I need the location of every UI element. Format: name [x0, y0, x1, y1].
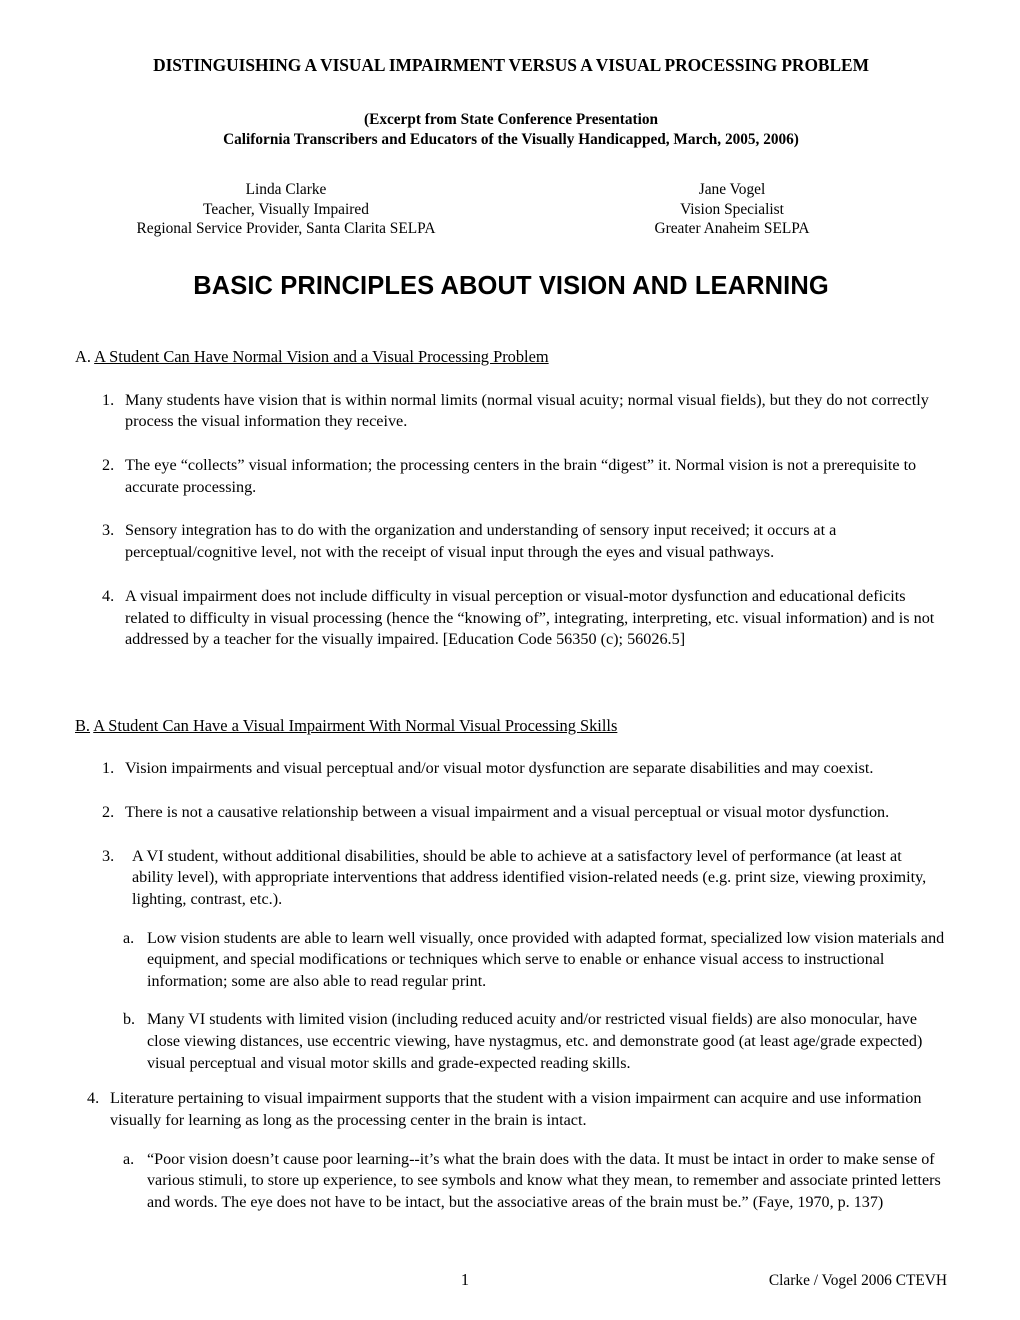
- item-text: The eye “collects” visual information; the processing centers in the brain “digest” it. Normal vision is not a prerequisite to accurate processing.: [125, 455, 917, 496]
- section-b-list: [75, 758, 947, 1213]
- author-right: [511, 180, 947, 238]
- list-item: [102, 758, 947, 780]
- document-content: [75, 55, 947, 1213]
- list-item: [102, 455, 947, 498]
- author-left-name: Linda Clarke: [245, 181, 327, 199]
- section-b-marker: B.: [75, 715, 91, 735]
- section-a-list: [75, 390, 947, 651]
- subitem-marker: a.: [123, 1150, 135, 1168]
- footer-credit: Clarke / Vogel 2006 CTEVH: [768, 1272, 947, 1289]
- page-footer: [75, 1270, 947, 1298]
- item-text: A VI student, without additional disabilities, should be able to achieve at a satisfactory level of performance (at least at ability level), with appropriate interventions that address identified vision-related needs (e.g. print size, viewing proximity, lighting, contrast, etc.).: [132, 846, 927, 909]
- item-marker: 3.: [102, 521, 115, 540]
- list-item: [102, 802, 947, 824]
- author-right-title: Vision Specialist: [680, 200, 784, 218]
- subitem-text: “Poor vision doesn’t cause poor learning--it’s what the brain does with the data. It must be intact in order to make sense of various stimuli, to store up experience, to see symbols and know what they mean, to remember and associate printed letters and words. The eye does not have to be intact, but the associative areas of the brain must be.” (Faye, 1970, p. 137): [147, 1150, 941, 1211]
- excerpt-subtitle: [75, 110, 947, 151]
- excerpt-line-2: California Transcribers and Educators of the Visually Handicapped, March, 2005, 2006): [223, 131, 799, 149]
- author-right-affiliation: Greater Anaheim SELPA: [654, 220, 810, 238]
- item-text: Many students have vision that is within normal limits (normal visual acuity; normal visual fields), but they do not correctly process the visual information they receive.: [125, 390, 929, 431]
- sub-list-item: [123, 1149, 947, 1214]
- item-text: There is not a causative relationship between a visual impairment and a visual perceptual or visual motor dysfunction.: [125, 802, 890, 821]
- subitem-text: Low vision students are able to learn well visually, once provided with adapted format, specialized low vision materials and equipment, and special modifications or techniques which serve to enable or enhance visual access to instructional information; some are also able to read regular print.: [147, 929, 945, 990]
- sub-list-item: [123, 928, 947, 993]
- item-marker: 4.: [102, 586, 115, 605]
- author-left: [75, 180, 511, 238]
- subitem-text: Many VI students with limited vision (including reduced acuity and/or restricted visual fields) are also monocular, have close viewing distances, use eccentric viewing, have nystagmus, etc. and demonstrate good (at least age/grade expected) visual perceptual and visual motor skills and grade-expected reading skills.: [147, 1011, 923, 1072]
- item-marker: 2.: [102, 802, 115, 821]
- list-item: [102, 586, 947, 651]
- item-text: Sensory integration has to do with the organization and understanding of sensory input received; it occurs at a perceptual/cognitive level, not with the receipt of visual input through the eyes and visual pathways.: [125, 521, 837, 562]
- list-item: [102, 520, 947, 563]
- item-marker: 1.: [102, 390, 115, 409]
- excerpt-line-1: (Excerpt from State Conference Presentation: [364, 110, 658, 128]
- list-item: [87, 1088, 947, 1131]
- section-b: [75, 715, 947, 1213]
- item-marker: 4.: [87, 1089, 100, 1108]
- item-text: Vision impairments and visual perceptual and/or visual motor dysfunction are separate disabilities and may coexist.: [125, 759, 874, 778]
- document-title: DISTINGUISHING A VISUAL IMPAIRMENT VERSUS A VISUAL PROCESSING PROBLEM: [153, 55, 869, 75]
- sub-list-item: [123, 1009, 947, 1074]
- subitem-marker: a.: [123, 929, 135, 947]
- item-marker: 1.: [102, 759, 115, 778]
- page-number: 1: [460, 1270, 470, 1289]
- subitem-marker: b.: [123, 1011, 136, 1029]
- author-right-name: Jane Vogel: [698, 181, 766, 199]
- list-item: [102, 390, 947, 433]
- item-text: Literature pertaining to visual impairment supports that the student with a vision impairment can acquire and use information visually for learning as long as the processing center in the brain is intact.: [110, 1089, 922, 1129]
- item-text: A visual impairment does not include difficulty in visual perception or visual-motor dysfunction and educational deficits related to difficulty in visual processing (hence the “knowing of”, integrating, interpreting, etc. visual information) and is not addressed by a teacher for the visually impaired. [Education Code 56350 (c); 56026.5]: [125, 586, 935, 649]
- section-heading-a: [75, 346, 947, 367]
- section-a-title: A Student Can Have Normal Vision and a Visual Processing Problem: [94, 347, 549, 367]
- section-a-marker: A.: [75, 347, 91, 367]
- list-item: [102, 846, 947, 911]
- item-marker: 3.: [102, 846, 115, 865]
- main-heading: BASIC PRINCIPLES ABOUT VISION AND LEARNING: [193, 271, 829, 300]
- author-block: [75, 180, 947, 238]
- section-b-title: A Student Can Have a Visual Impairment With Normal Visual Processing Skills: [93, 715, 618, 735]
- author-left-affiliation: Regional Service Provider, Santa Clarita SELPA: [136, 220, 436, 238]
- author-left-title: Teacher, Visually Impaired: [203, 200, 369, 218]
- item-marker: 2.: [102, 455, 115, 474]
- section-heading-b: [75, 715, 947, 736]
